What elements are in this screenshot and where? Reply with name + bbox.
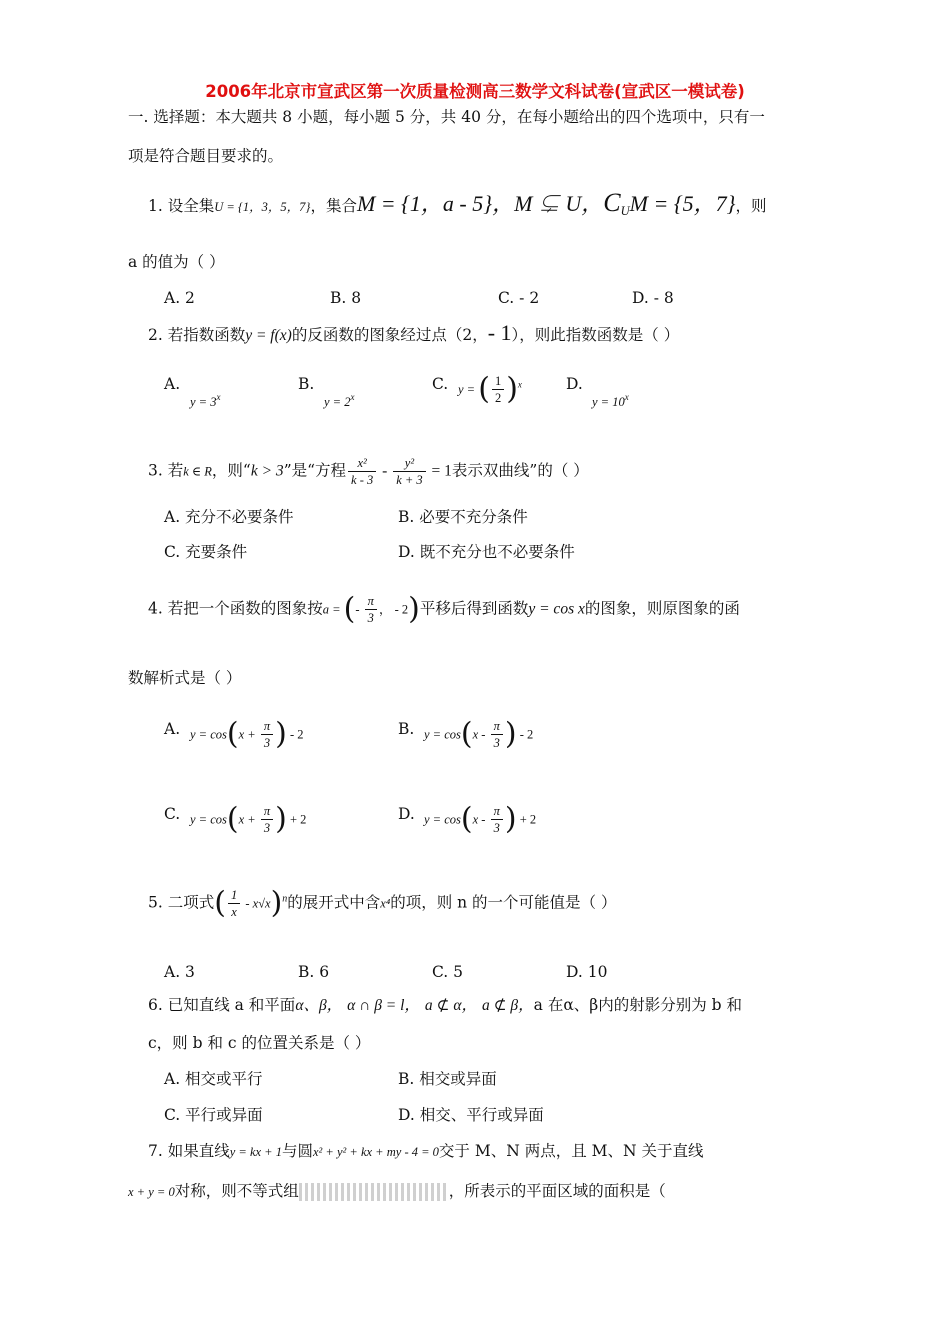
question-4-stem-line2: 数解析式是（ ） bbox=[128, 669, 242, 687]
q6-option-c: C. 平行或异面 bbox=[164, 1106, 263, 1124]
section-heading-line1: 一. 选择题：本大题共 8 小题，每小题 5 分，共 40 分，在每小题给出的四个选项中，只有一 bbox=[128, 108, 765, 126]
question-4-stem: 4. 若把一个函数的图象按a = (- $\frac{\pi}{3}$ ， - 2)平移后得到函数y = cos x的图象，则原图象的函 bbox=[148, 591, 740, 627]
q4-option-a: A. bbox=[164, 720, 181, 738]
inequality-system-image bbox=[299, 1183, 449, 1201]
q4-option-b: B. bbox=[398, 720, 415, 738]
q6-option-b: B. 相交或异面 bbox=[398, 1070, 497, 1088]
q1-option-c: C. - 2 bbox=[498, 289, 540, 307]
question-2-stem: 2. 若指数函数y = f(x)的反函数的图象经过点（2，- 1），则此指数函数是（ ） bbox=[148, 320, 680, 345]
q6-option-a: A. 相交或平行 bbox=[164, 1070, 263, 1088]
q2-option-a-formula: $y = 3^x$ bbox=[190, 392, 221, 410]
q2-option-a: A. bbox=[164, 375, 181, 393]
q5-option-a: A. 3 bbox=[164, 963, 195, 981]
q4-option-d: D. bbox=[398, 805, 415, 823]
question-6-stem: 6. 已知直线 a 和平面α、β， α ∩ β = l， a ⊄ α， a ⊄ β，a 在α、β内的射影分别为 b 和 bbox=[148, 996, 743, 1014]
q4-option-d-formula: y = cos(x - $\frac{\pi}{3}$ ) + 2 bbox=[424, 801, 537, 837]
question-5-stem: 5. 二项式( $\frac{1}{x}$ - x√x)$^n$的展开式中含x⁴的项，则 n 的一个可能值是（ ） bbox=[148, 885, 617, 921]
question-3-stem: 3. 若k ∈ R，则“k > 3”是“方程 $\frac{\text{x²}}{k - 3}$ - $\frac{\text{y²}}{k + 3}$ = 1表示双曲线”的（ ） bbox=[148, 456, 589, 487]
q2-option-c: C. bbox=[432, 375, 449, 393]
q4-option-b-formula: y = cos(x - $\frac{\pi}{3}$ ) - 2 bbox=[424, 716, 534, 752]
q2-option-c-formula: y = ( $\frac{1}{2}$ )$^x$ bbox=[458, 371, 522, 407]
q3-option-a: A. 充分不必要条件 bbox=[164, 508, 294, 526]
q1-option-b: B. 8 bbox=[330, 289, 362, 307]
q2-option-b-formula: $y = 2^x$ bbox=[324, 392, 355, 410]
q2-option-d: D. bbox=[566, 375, 583, 393]
question-1-stem: 1. 设全集U = {1，3，5，7}，集合M = {1，a - 5}，M ⊊ U，$C_UM = \{5$，7}，则 bbox=[148, 188, 767, 219]
q1-option-a: A. 2 bbox=[164, 289, 195, 307]
q1-option-d: D. - 8 bbox=[632, 289, 674, 307]
q5-option-c: C. 5 bbox=[432, 963, 464, 981]
q2-option-b: B. bbox=[298, 375, 315, 393]
section-heading-line2: 项是符合题目要求的。 bbox=[128, 147, 284, 165]
q6-option-d: D. 相交、平行或异面 bbox=[398, 1106, 544, 1124]
question-1-stem-line2: a 的值为（ ） bbox=[128, 253, 225, 271]
q2-option-d-formula: $y = 10^x$ bbox=[592, 392, 629, 410]
q3-option-b: B. 必要不充分条件 bbox=[398, 508, 528, 526]
page-title: 2006年北京市宣武区第一次质量检测高三数学文科试卷(宣武区一模试卷) bbox=[205, 82, 745, 101]
q4-option-c: C. bbox=[164, 805, 181, 823]
q4-option-c-formula: y = cos(x + $\frac{\pi}{3}$ ) + 2 bbox=[190, 801, 307, 837]
q3-option-c: C. 充要条件 bbox=[164, 543, 248, 561]
question-7-stem: 7. 如果直线y = kx + 1与圆x² + y² + kx + my - 4 = 0交于 M、N 两点，且 M、N 关于直线 bbox=[148, 1142, 704, 1160]
q4-option-a-formula: y = cos(x + $\frac{\pi}{3}$ ) - 2 bbox=[190, 716, 304, 752]
q5-option-b: B. 6 bbox=[298, 963, 330, 981]
q5-option-d: D. 10 bbox=[566, 963, 608, 981]
question-6-stem-line2: c，则 b 和 c 的位置关系是（ ） bbox=[148, 1034, 371, 1052]
q3-option-d: D. 既不充分也不必要条件 bbox=[398, 543, 575, 561]
question-7-stem-line2: x + y = 0对称，则不等式组 ，所表示的平面区域的面积是（ bbox=[128, 1182, 666, 1200]
